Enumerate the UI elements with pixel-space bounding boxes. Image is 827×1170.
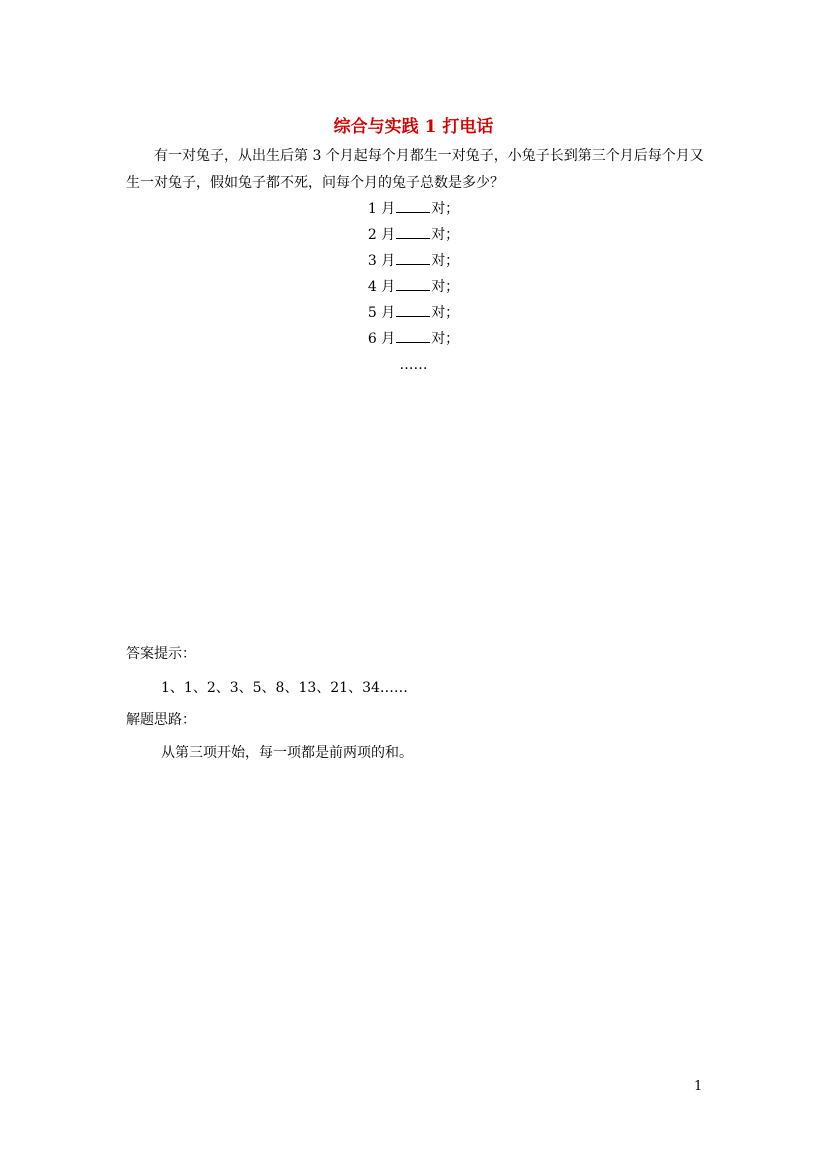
answer-blank <box>396 198 430 213</box>
month-row-2 <box>0 222 827 248</box>
month-unit: 月 <box>381 253 396 269</box>
month-suffix: 对； <box>431 305 460 321</box>
month-row-5 <box>0 300 827 326</box>
answer-value: 1、1、2、3、5、8、13、21、34…… <box>161 680 408 696</box>
month-number: 3 <box>367 253 377 269</box>
answer-blank <box>396 276 430 291</box>
month-row-6 <box>0 326 827 352</box>
answer-blank <box>396 224 430 239</box>
month-suffix: 对； <box>431 253 460 269</box>
ellipsis: …… <box>399 357 428 373</box>
month-unit: 月 <box>381 227 396 243</box>
month-row-3 <box>0 248 827 274</box>
month-suffix: 对； <box>431 227 460 243</box>
page-number: 1 <box>694 1079 703 1094</box>
month-list <box>0 196 827 378</box>
hint-value: 从第三项开始，每一项都是前两项的和。 <box>161 745 413 761</box>
hint-label: 解题思路： <box>126 712 196 728</box>
problem-text: 有一对兔子，从出生后第 3 个月起每个月都生一对兔子，小兔子长到第三个月后每个月又生一对兔子，假如兔子都不死，问每个月的兔子总数是多少？ <box>126 148 704 191</box>
month-unit: 月 <box>381 279 396 295</box>
answer-blank <box>396 250 430 265</box>
month-suffix: 对； <box>431 201 460 217</box>
answer-blank <box>396 328 430 343</box>
month-row-4 <box>0 274 827 300</box>
month-unit: 月 <box>381 201 396 217</box>
month-number: 5 <box>367 305 377 321</box>
month-unit: 月 <box>381 331 396 347</box>
month-number: 1 <box>367 201 377 217</box>
month-unit: 月 <box>381 305 396 321</box>
page-title: 综合与实践 1 打电话 <box>333 117 494 137</box>
month-number: 2 <box>367 227 377 243</box>
month-suffix: 对； <box>431 279 460 295</box>
answer-label: 答案提示： <box>126 646 196 662</box>
month-number: 4 <box>367 279 377 295</box>
answer-blank <box>396 302 430 317</box>
month-number: 6 <box>367 331 377 347</box>
month-suffix: 对； <box>431 331 460 347</box>
month-row-1 <box>0 196 827 222</box>
